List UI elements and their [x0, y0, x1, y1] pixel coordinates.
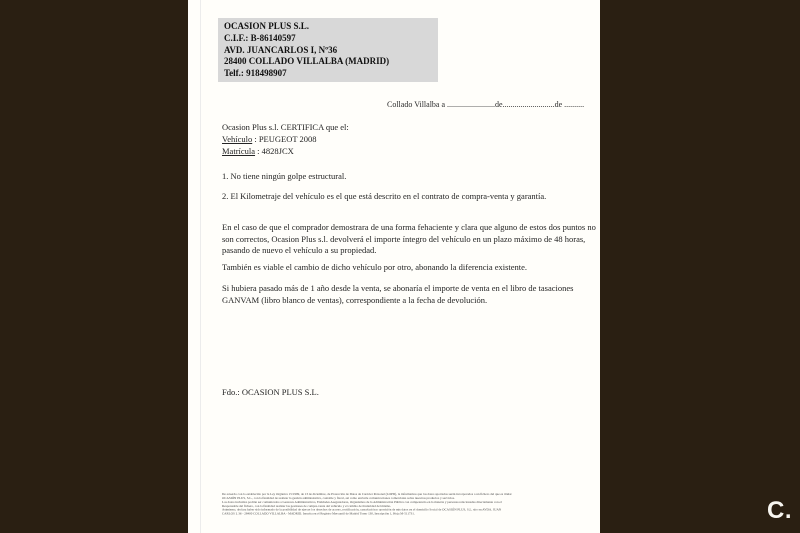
company-name: OCASION PLUS S.L. [224, 21, 310, 31]
certified-point-1: 1. No tiene ningún golpe estructural. [222, 171, 347, 181]
vehicle-value: : PEUGEOT 2008 [252, 134, 317, 144]
legal-line-1: De acuerdo con lo establecido por la Ley Orgánica 15/1999, de 13 de diciembre, de Protección de Datos de Carácter Personal (LOPD), le informamos que los datos aportados serán incorporados a un fichero del que es titular [222, 492, 512, 496]
legal-fine-print [222, 492, 596, 516]
certified-point-2: 2. El Kilometraje del vehículo es el que está descrito en el contrato de compra-venta y garantía. [222, 191, 547, 201]
legal-line-3: Los datos incluidos podrán ser comunicados a Gestores Administrativos, Entidades Aseguradoras, Organismos de la Administración Pública con competencia en la materia y personas relacionadas directamente con el [222, 499, 502, 504]
company-phone: Telf.: 918498907 [224, 68, 287, 79]
legal-line-6: CARLOS I, 36 - 28400 COLLADO VILLALBA - MADRID. Inscrita en el Registro Mercantil de Madrid Tomo 130, Inscripción 1, Hoja M-511731. [222, 511, 415, 516]
plate-label: Matrícula [222, 146, 256, 156]
legal-line-5: Asimismo, declara haber sido informado de la posibilidad de ejercer los derechos de acceso, rectificación, cancelación y oposición de mis datos en el domicilio Social de OCASIÓN PLUS, S.L. sito en AVDA. JUAN [222, 507, 502, 512]
legal-line-2: OCASIÓN PLUS, S.L., con la finalidad de realizar la gestión administrativa, contable y fiscal, así como enviarle comunicaciones comerciales sobre nuestros productos y servicios. [222, 495, 455, 500]
vehicle-line [222, 133, 349, 145]
company-header-block [218, 18, 438, 82]
signature-line: Fdo.: OCASION PLUS S.L. [222, 387, 319, 397]
certify-block [222, 121, 349, 157]
legal-line-4: Responsable del fichero, con la finalidad realizar las gestiones de compra-venta del vehículo y el cambio de titularidad del mismo. [222, 503, 392, 508]
certify-intro: Ocasion Plus s.l. CERTIFICA que el: [222, 122, 349, 132]
company-address: AVD. JUANCARLOS I, Nº36 [224, 44, 338, 55]
exchange-paragraph: También es viable el cambio de dicho vehículo por otro, abonando la diferencia existente. [222, 262, 528, 272]
plate-line [222, 145, 349, 157]
page-edge-line [200, 0, 201, 533]
company-cif: C.I.F.: B-86140597 [224, 32, 296, 43]
refund-paragraph: En el caso de que el comprador demostrara de una forma fehaciente y clara que alguno de estos dos puntos no son correctos, Ocasion Plus s.l. devolverá el importe íntegro del vehículo en un plazo máximo de 48 horas, pasando de nuevo el vehículo a su propiedad. [222, 222, 596, 255]
vehicle-label: Vehículo [222, 134, 253, 144]
company-city: 28400 COLLADO VILLALBA (MADRID) [224, 56, 390, 67]
dateline: Collado Villalba a ........................de..........................de .......... [387, 100, 585, 109]
plate-value: : 4828JCX [255, 146, 294, 156]
document-page [188, 0, 600, 533]
ganvam-paragraph: Si hubiera pasado más de 1 año desde la venta, se abonaría el importe de venta en el libro de tasaciones GANVAM (libro blanco de ventas), correspondiente a la fecha de devolución. [222, 283, 574, 305]
site-watermark-logo: C. [767, 497, 792, 524]
